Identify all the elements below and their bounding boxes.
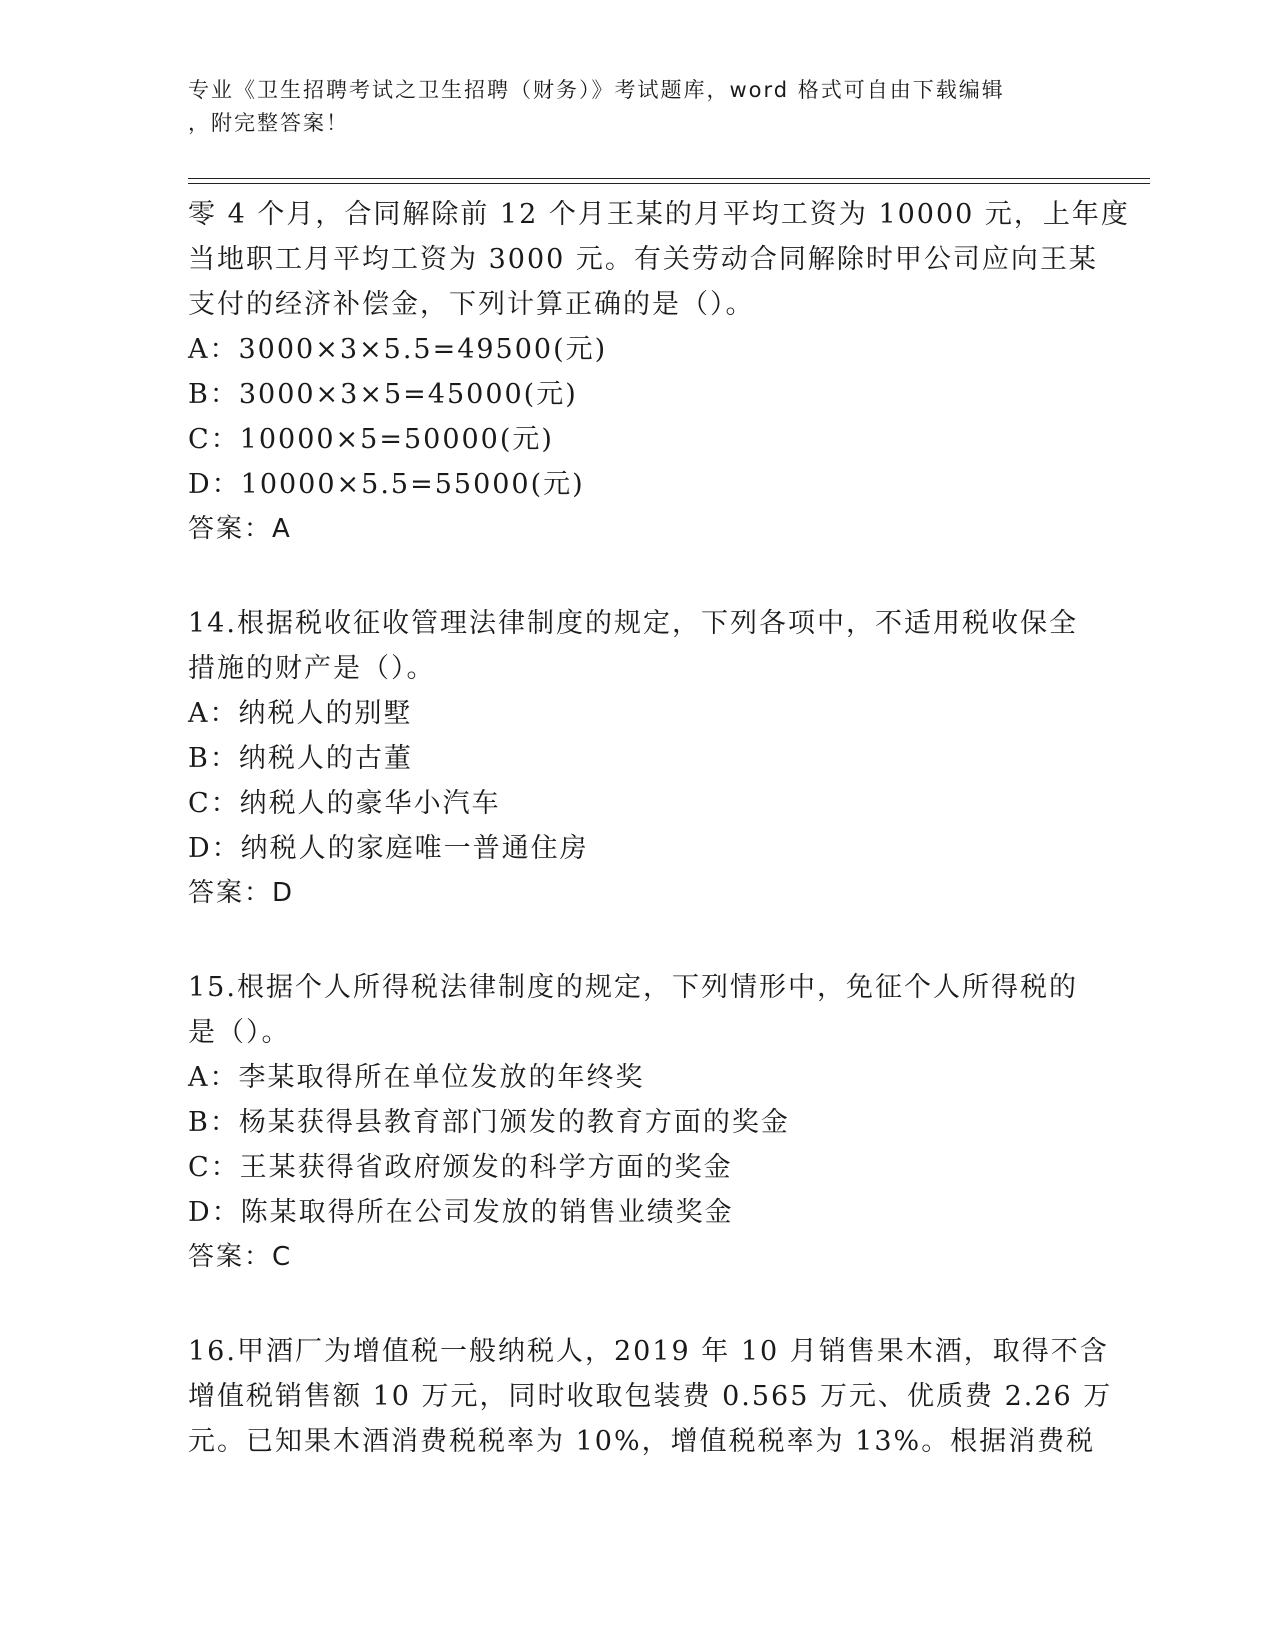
answer-line: 答案：A xyxy=(188,514,292,544)
question-text-line: 元。已知果木酒消费税税率为 10%，增值税税率为 13%。根据消费税 xyxy=(188,1426,1096,1457)
question-13 xyxy=(188,192,1130,552)
option-a: A：纳税人的别墅 xyxy=(188,698,413,729)
question-text-line: 增值税销售额 10 万元，同时收取包装费 0.565 万元、优质费 2.26 万 xyxy=(188,1381,1113,1412)
question-spacer xyxy=(188,1280,1088,1329)
header-divider-bottom xyxy=(188,183,1150,184)
option-a: A：李某取得所在单位发放的年终奖 xyxy=(188,1062,645,1093)
option-b: B：纳税人的古董 xyxy=(188,743,413,774)
option-d: D：10000×5.5=55000(元) xyxy=(188,469,585,500)
question-16 xyxy=(188,1329,1113,1464)
document-header xyxy=(188,74,1068,140)
question-text-line: 当地职工月平均工资为 3000 元。有关劳动合同解除时甲公司应向王某 xyxy=(188,244,1098,275)
question-text-line: 16.甲酒厂为增值税一般纳税人，2019 年 10 月销售果木酒，取得不含 xyxy=(188,1336,1109,1367)
question-text-line: 措施的财产是（）。 xyxy=(188,653,436,684)
question-text-line: 零 4 个月，合同解除前 12 个月王某的月平均工资为 10000 元，上年度 xyxy=(188,199,1130,230)
header-line-1: 专业《卫生招聘考试之卫生招聘（财务）》考试题库，word 格式可自由下载编辑 xyxy=(188,78,1005,102)
question-15 xyxy=(188,965,1088,1280)
option-b: B：杨某获得县教育部门颁发的教育方面的奖金 xyxy=(188,1107,790,1138)
question-14 xyxy=(188,601,1088,916)
question-text-line: 支付的经济补偿金，下列计算正确的是（）。 xyxy=(188,289,755,320)
header-divider-top xyxy=(188,178,1150,179)
question-content xyxy=(188,192,1130,1464)
answer-line: 答案：C xyxy=(188,1242,293,1272)
option-b: B：3000×3×5=45000(元) xyxy=(188,379,578,410)
question-text-line: 14.根据税收征收管理法律制度的规定，下列各项中，不适用税收保全 xyxy=(188,608,1078,639)
header-line-2: ，附完整答案！ xyxy=(188,111,349,135)
question-text-line: 是（）。 xyxy=(188,1017,291,1048)
option-d: D：陈某取得所在公司发放的销售业绩奖金 xyxy=(188,1197,734,1228)
option-c: C：王某获得省政府颁发的科学方面的奖金 xyxy=(188,1152,733,1183)
option-c: C：10000×5=50000(元) xyxy=(188,424,554,455)
question-spacer xyxy=(188,552,1088,601)
option-c: C：纳税人的豪华小汽车 xyxy=(188,788,501,819)
option-d: D：纳税人的家庭唯一普通住房 xyxy=(188,833,589,864)
answer-line: 答案：D xyxy=(188,878,295,908)
question-spacer xyxy=(188,916,1088,965)
question-text-line: 15.根据个人所得税法律制度的规定，下列情形中，免征个人所得税的 xyxy=(188,972,1078,1003)
option-a: A：3000×3×5.5=49500(元) xyxy=(188,334,608,365)
